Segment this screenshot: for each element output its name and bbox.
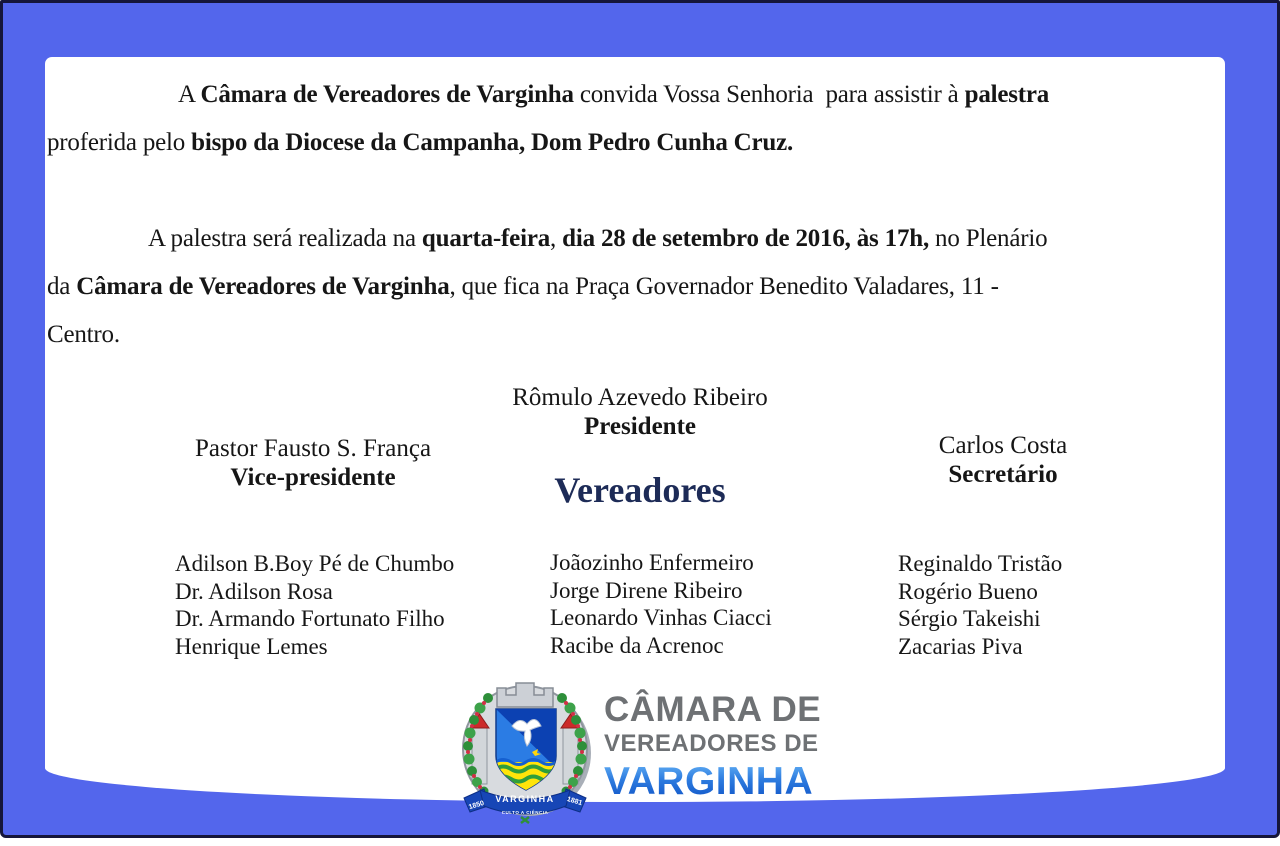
councilor-name: Dr. Adilson Rosa — [175, 578, 333, 604]
secretary-title: Secretário — [948, 461, 1058, 488]
secretary-name: Carlos Costa — [938, 432, 1068, 459]
ribbon-knot-icon — [521, 817, 529, 823]
crown-icon — [497, 683, 553, 707]
councilor-name: Racibe da Acrenoc — [550, 632, 724, 658]
councilor-name: Dr. Armando Fortunato Filho — [175, 606, 445, 631]
paragraph-invitation — [47, 71, 1223, 167]
paragraph-line: A palestra será realizada na quarta-feira, dia 28 de setembro de 2016, às 17h, no Plenário — [148, 225, 1048, 252]
paragraph-line: da Câmara de Vereadores de Varginha, que fica na Praça Governador Benedito Valadares, 11 - — [47, 273, 999, 300]
signature-president — [465, 383, 815, 441]
councilor-name: Leonardo Vinhas Ciacci — [550, 605, 772, 630]
councilors-column-1 — [175, 550, 454, 660]
paragraph-line: Centro. — [47, 321, 120, 348]
ribbon-year-left: 1850 — [468, 799, 486, 812]
president-title: Presidente — [583, 413, 696, 440]
signature-vice-president — [138, 434, 488, 492]
ribbon-year-right: 1881 — [565, 795, 583, 808]
paragraph-line: proferida pelo bispo da Diocese da Campanha, Dom Pedro Cunha Cruz. — [47, 129, 794, 156]
ribbon-motto: CULTO A CIÊNCIA — [501, 810, 549, 815]
councilor-name: Sérgio Takeishi — [898, 606, 1041, 631]
logo-wordmark — [604, 690, 834, 804]
councilor-name: Henrique Lemes — [175, 633, 328, 659]
councilors-column-3 — [898, 550, 1062, 660]
ribbon-city-text: VARGINHA — [495, 794, 555, 804]
vice-president-title: Vice-presidente — [230, 464, 396, 491]
president-name: Rômulo Azevedo Ribeiro — [512, 384, 768, 411]
councilor-name: Zacarias Piva — [898, 633, 1023, 659]
councilor-name: Reginaldo Tristão — [898, 551, 1063, 576]
councilor-name: Adilson B.Boy Pé de Chumbo — [175, 551, 455, 576]
vice-president-name: Pastor Fausto S. França — [194, 435, 432, 462]
signature-secretary — [828, 431, 1178, 489]
councilors-heading: Vereadores — [554, 470, 726, 510]
councilor-name: Jorge Direne Ribeiro — [550, 577, 743, 603]
ribbon-banner — [464, 789, 586, 823]
paragraph-line: A Câmara de Vereadores de Varginha convida Vossa Senhoria para assistir à palestra — [178, 81, 1050, 108]
logo-line-varginha: VARGINHA — [604, 759, 834, 804]
councilors-column-2 — [550, 549, 772, 659]
coat-of-arms — [444, 676, 607, 829]
councilor-name: Rogério Bueno — [898, 578, 1038, 604]
logo-line-vereadores-de: VEREADORES DE — [604, 730, 819, 757]
coat-of-arms-icon — [444, 676, 607, 824]
logo-line-camara-de: CÂMARA DE — [604, 690, 822, 729]
councilor-name: Joãozinho Enfermeiro — [550, 550, 754, 575]
paragraph-event-details — [47, 215, 1223, 359]
